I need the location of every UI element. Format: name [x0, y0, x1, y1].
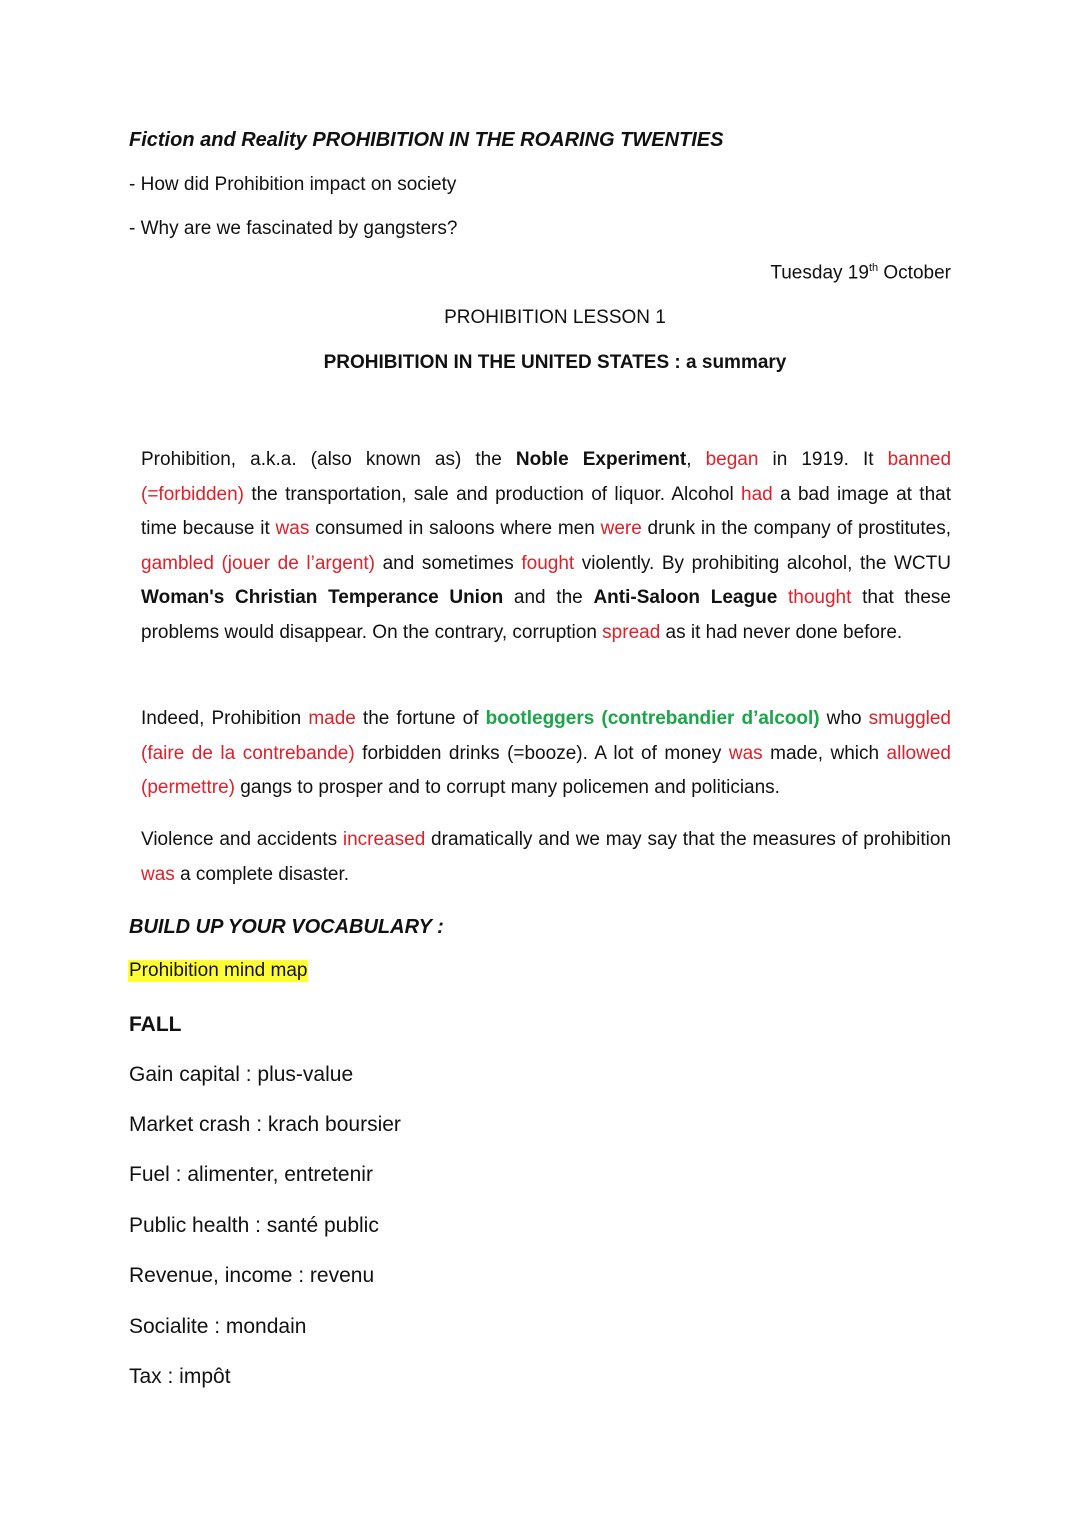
vocabulary-title: BUILD UP YOUR VOCABULARY :	[129, 916, 444, 938]
text-run: made, which	[762, 742, 887, 764]
text-run: who	[819, 708, 869, 729]
text-run: bootleggers (contrebandier d’alcool)	[485, 708, 820, 729]
text-run: Indeed, Prohibition	[141, 708, 309, 729]
text-run: thought	[787, 587, 852, 608]
date-suffix: October	[878, 262, 951, 284]
text-run: was	[728, 742, 763, 764]
lesson-heading: PROHIBITION LESSON 1	[444, 307, 666, 328]
text-run: fought	[521, 552, 575, 574]
text-run: were	[600, 518, 642, 539]
text-run: Woman's Christian Temperance Union	[141, 587, 504, 608]
text-run: Noble Experiment	[515, 449, 687, 470]
text-run: began	[705, 449, 759, 470]
text-run: increased	[342, 829, 426, 850]
text-run: forbidden drinks (=booze). A lot of money	[354, 742, 729, 764]
text-run: had	[741, 483, 773, 505]
text-run: a complete disaster.	[174, 863, 350, 885]
text-run: banned (=forbidden)	[141, 449, 952, 505]
paragraph-2	[141, 702, 951, 806]
paragraph-3	[141, 823, 951, 892]
section-heading-fall: FALL	[129, 1013, 182, 1036]
text-run: Prohibition, a.k.a. (also known as) the	[141, 449, 516, 470]
vocab-item: Gain capital : plus-value	[129, 1063, 354, 1086]
text-run: Anti-Saloon League	[593, 587, 778, 608]
text-run: dramatically and we may say that the measures of prohibition	[425, 829, 951, 850]
text-run: ,	[686, 449, 706, 470]
vocab-item: Fuel : alimenter, entretenir	[129, 1163, 373, 1186]
text-run: drunk in the company of prostitutes,	[641, 518, 951, 539]
lesson-subtitle: PROHIBITION IN THE UNITED STATES : a summary	[323, 352, 787, 373]
document-title: Fiction and Reality PROHIBITION IN THE ROARING TWENTIES	[129, 129, 724, 151]
text-run: was	[141, 863, 175, 885]
text-run: smuggled (faire de la contrebande)	[141, 708, 951, 764]
mind-map-label: Prohibition mind map	[129, 960, 308, 981]
text-run: the fortune of	[355, 708, 486, 729]
text-run: was	[275, 518, 310, 539]
text-run: and sometimes	[375, 552, 522, 574]
text-run: as it had never done before.	[660, 621, 903, 643]
lesson-date	[770, 262, 951, 284]
text-run: gangs to prosper and to corrupt many policemen and politicians.	[234, 777, 780, 798]
date-prefix: Tuesday 19	[770, 262, 869, 284]
date-sup: th	[868, 262, 879, 274]
vocab-item: Public health : santé public	[129, 1214, 379, 1237]
vocab-item: Market crash : krach boursier	[129, 1113, 401, 1136]
text-run	[777, 587, 788, 608]
text-run: Violence and accidents	[141, 829, 343, 850]
text-run: in 1919. It	[758, 449, 888, 470]
text-run: and the	[503, 587, 594, 608]
question-1: - How did Prohibition impact on society	[129, 174, 457, 195]
text-run: violently. By prohibiting alcohol, the WCTU	[574, 552, 951, 574]
text-run: made	[308, 708, 356, 729]
text-run: allowed (permettre)	[141, 742, 951, 798]
text-run: consumed in saloons where men	[309, 518, 601, 539]
text-run: the transportation, sale and production of liquor. Alcohol	[243, 483, 742, 505]
paragraph-1	[141, 443, 951, 650]
text-run: spread	[602, 621, 661, 643]
text-run: gambled (jouer de l’argent)	[141, 552, 376, 574]
question-2: - Why are we fascinated by gangsters?	[129, 218, 458, 239]
text-run: a bad image at that time because it	[141, 483, 951, 539]
text-run: that these problems would disappear. On the contrary, corruption	[141, 587, 951, 643]
vocab-item: Revenue, income : revenu	[129, 1264, 375, 1287]
vocab-item: Tax : impôt	[129, 1365, 231, 1388]
vocab-item: Socialite : mondain	[129, 1315, 307, 1338]
